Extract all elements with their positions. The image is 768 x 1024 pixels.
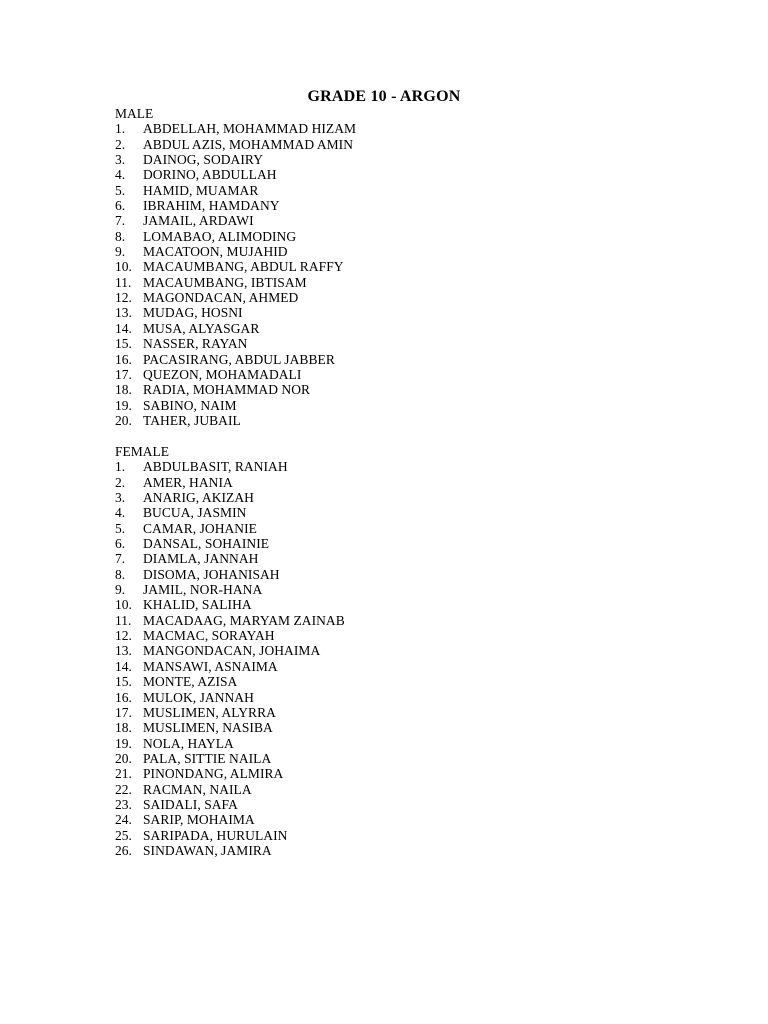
student-name: HAMID, MUAMAR — [143, 182, 259, 198]
student-row — [115, 766, 345, 781]
student-number: 10. — [115, 597, 132, 613]
page-title: GRADE 10 - ARGON — [307, 88, 461, 105]
student-row — [115, 382, 356, 397]
student-name: ANARIG, AKIZAH — [143, 490, 254, 506]
student-row — [115, 690, 345, 705]
student-row — [115, 213, 356, 228]
student-number: 16. — [115, 351, 132, 367]
female-section — [115, 444, 345, 858]
student-name: IBRAHIM, HAMDANY — [143, 198, 280, 214]
student-number: 20. — [115, 750, 132, 766]
student-number: 22. — [115, 781, 132, 797]
student-name: CAMAR, JOHANIE — [143, 520, 257, 536]
student-row — [115, 137, 356, 152]
student-number: 21. — [115, 766, 132, 782]
student-row — [115, 582, 345, 597]
student-name: BUCUA, JASMIN — [143, 505, 247, 521]
student-name: MACADAAG, MARYAM ZAINAB — [143, 612, 345, 628]
student-row — [115, 551, 345, 566]
student-name: MULOK, JANNAH — [143, 689, 254, 705]
student-name: DANSAL, SOHAINIE — [143, 536, 270, 552]
student-row — [115, 720, 345, 735]
student-name: LOMABAO, ALIMODING — [143, 228, 297, 244]
student-number: 25. — [115, 827, 132, 843]
student-row — [115, 751, 345, 766]
student-name: RADIA, MOHAMMAD NOR — [143, 382, 311, 398]
student-name: DAINOG, SODAIRY — [143, 152, 264, 168]
student-number: 17. — [115, 366, 132, 382]
student-name: QUEZON, MOHAMADALI — [143, 366, 302, 382]
student-number: 12. — [115, 628, 132, 644]
student-number: 13. — [115, 305, 132, 321]
student-number: 7. — [115, 213, 126, 229]
student-row — [115, 398, 356, 413]
student-number: 12. — [115, 290, 132, 306]
student-number: 15. — [115, 336, 132, 352]
student-name: AMER, HANIA — [143, 474, 233, 490]
student-name: MONTE, AZISA — [143, 674, 238, 690]
student-row — [115, 475, 345, 490]
student-row — [115, 797, 345, 812]
student-row — [115, 536, 345, 551]
student-name: MACMAC, SORAYAH — [143, 628, 275, 644]
student-number: 8. — [115, 566, 126, 582]
student-number: 3. — [115, 490, 126, 506]
student-number: 8. — [115, 228, 126, 244]
student-number: 9. — [115, 244, 126, 260]
student-number: 5. — [115, 520, 126, 536]
student-row — [115, 229, 356, 244]
student-number: 17. — [115, 704, 132, 720]
student-row — [115, 505, 345, 520]
student-row — [115, 336, 356, 351]
student-row — [115, 321, 356, 336]
student-name: MANGONDACAN, JOHAIMA — [143, 643, 321, 659]
student-row — [115, 597, 345, 612]
student-name: PACASIRANG, ABDUL JABBER — [143, 351, 335, 367]
student-row — [115, 152, 356, 167]
student-name: NASSER, RAYAN — [143, 336, 248, 352]
student-row — [115, 413, 356, 428]
female-heading: FEMALE — [115, 444, 169, 459]
student-row — [115, 459, 345, 474]
student-row — [115, 782, 345, 797]
student-row — [115, 305, 356, 320]
student-number: 10. — [115, 259, 132, 275]
student-name: DORINO, ABDULLAH — [143, 167, 277, 183]
student-number: 24. — [115, 812, 132, 828]
student-name: MANSAWI, ASNAIMA — [143, 658, 278, 674]
student-number: 11. — [115, 612, 132, 628]
student-row — [115, 812, 345, 827]
student-number: 2. — [115, 136, 126, 152]
student-name: MUSLIMEN, ALYRRA — [143, 704, 276, 720]
male-heading: MALE — [115, 106, 154, 121]
student-row — [115, 674, 345, 689]
student-row — [115, 643, 345, 658]
student-number: 16. — [115, 689, 132, 705]
student-number: 26. — [115, 842, 132, 858]
student-number: 20. — [115, 412, 132, 428]
student-name: KHALID, SALIHA — [143, 597, 252, 613]
student-row — [115, 521, 345, 536]
student-name: PINONDANG, ALMIRA — [143, 766, 284, 782]
student-number: 5. — [115, 182, 126, 198]
student-number: 1. — [115, 121, 126, 137]
student-row — [115, 613, 345, 628]
student-name: MUSLIMEN, NASIBA — [143, 720, 273, 736]
student-number: 14. — [115, 320, 132, 336]
male-student-list — [115, 121, 356, 428]
student-name: MACATOON, MUJAHID — [143, 244, 288, 260]
student-name: SARIPADA, HURULAIN — [143, 827, 288, 843]
student-row — [115, 121, 356, 136]
student-row — [115, 352, 356, 367]
student-row — [115, 183, 356, 198]
student-name: TAHER, JUBAIL — [143, 412, 241, 428]
student-number: 7. — [115, 551, 126, 567]
student-row — [115, 567, 345, 582]
student-name: MACAUMBANG, ABDUL RAFFY — [143, 259, 344, 275]
student-number: 4. — [115, 505, 126, 521]
student-number: 18. — [115, 720, 132, 736]
student-name: MUDAG, HOSNI — [143, 305, 243, 321]
student-name: SARIP, MOHAIMA — [143, 812, 255, 828]
male-section — [115, 106, 356, 428]
student-row — [115, 198, 356, 213]
student-number: 13. — [115, 643, 132, 659]
student-number: 18. — [115, 382, 132, 398]
student-row — [115, 244, 356, 259]
student-name: SINDAWAN, JAMIRA — [143, 842, 272, 858]
student-name: JAMAIL, ARDAWI — [143, 213, 254, 229]
student-name: NOLA, HAYLA — [143, 735, 234, 751]
student-row — [115, 659, 345, 674]
student-number: 23. — [115, 796, 132, 812]
student-number: 2. — [115, 474, 126, 490]
student-name: JAMIL, NOR-HANA — [143, 582, 263, 598]
student-row — [115, 736, 345, 751]
student-number: 15. — [115, 674, 132, 690]
student-row — [115, 705, 345, 720]
student-number: 1. — [115, 459, 126, 475]
student-number: 19. — [115, 397, 132, 413]
student-row — [115, 490, 345, 505]
student-name: DIAMLA, JANNAH — [143, 551, 259, 567]
student-name: MACAUMBANG, IBTISAM — [143, 274, 307, 290]
student-name: ABDUL AZIS, MOHAMMAD AMIN — [143, 136, 354, 152]
student-number: 3. — [115, 152, 126, 168]
student-name: SAIDALI, SAFA — [143, 796, 238, 812]
student-row — [115, 843, 345, 858]
student-name: RACMAN, NAILA — [143, 781, 252, 797]
student-row — [115, 628, 345, 643]
student-name: SABINO, NAIM — [143, 397, 237, 413]
student-number: 14. — [115, 658, 132, 674]
student-name: ABDELLAH, MOHAMMAD HIZAM — [143, 121, 357, 137]
student-row — [115, 167, 356, 182]
student-number: 19. — [115, 735, 132, 751]
student-row — [115, 275, 356, 290]
student-row — [115, 259, 356, 274]
student-name: DISOMA, JOHANISAH — [143, 566, 280, 582]
student-name: PALA, SITTIE NAILA — [143, 750, 272, 766]
student-row — [115, 367, 356, 382]
student-number: 11. — [115, 274, 132, 290]
female-student-list — [115, 459, 345, 858]
student-row — [115, 290, 356, 305]
student-name: MAGONDACAN, AHMED — [143, 290, 299, 306]
student-number: 6. — [115, 536, 126, 552]
student-name: MUSA, ALYASGAR — [143, 320, 260, 336]
student-row — [115, 828, 345, 843]
student-number: 6. — [115, 198, 126, 214]
student-number: 4. — [115, 167, 126, 183]
student-name: ABDULBASIT, RANIAH — [143, 459, 288, 475]
student-number: 9. — [115, 582, 126, 598]
